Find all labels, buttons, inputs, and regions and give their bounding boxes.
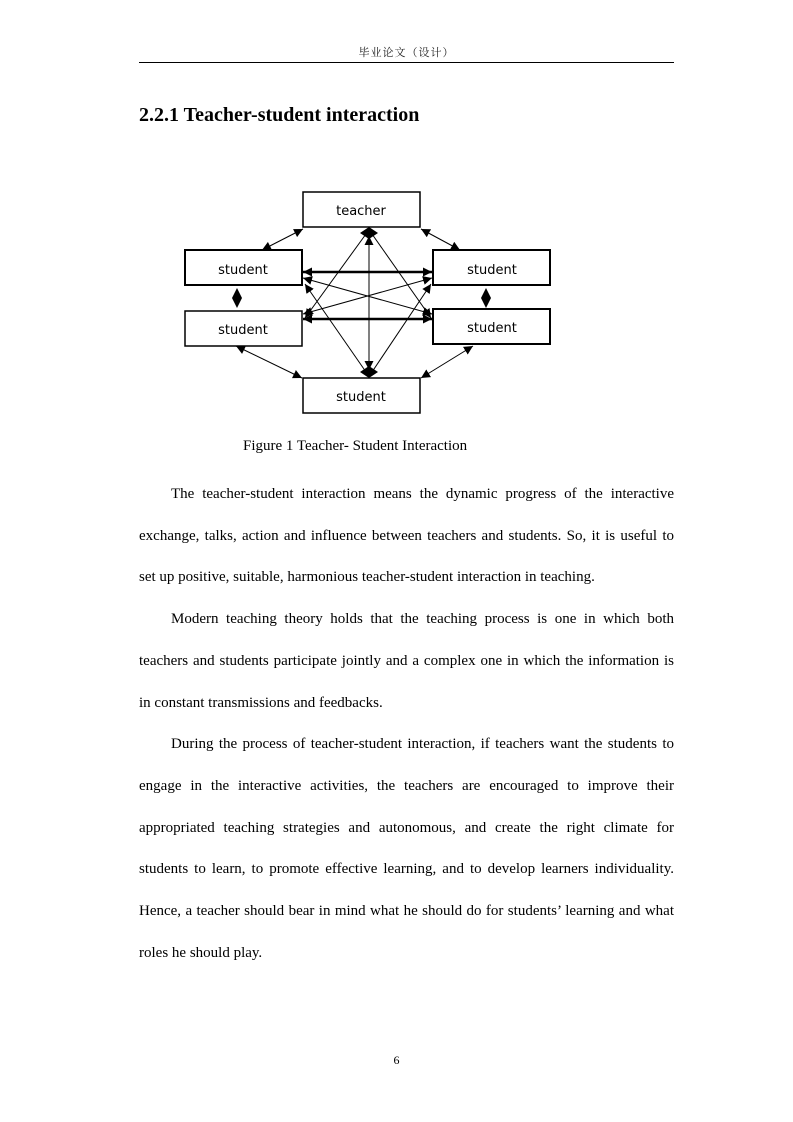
paragraph: Modern teaching theory holds that the teaching process is one in which both teachers and students participate jointly and a complex one in which the information is in constant transmissions and feedbacks. — [139, 611, 674, 711]
paragraph: The teacher-student interaction means the dynamic progress of the interactive exchange, talks, action and influence between teachers and students. So, it is useful to set up positive, suitable, harmonious teacher-student interaction in teaching. — [139, 486, 674, 586]
diamond-left — [232, 288, 242, 308]
page-number: 6 — [393, 1053, 400, 1067]
connector-bottom-right-bottom — [421, 346, 473, 378]
node-student-bottom-label: student — [336, 390, 386, 405]
connector-bottom-left-bottom — [236, 346, 302, 378]
node-student-left-top — [185, 250, 302, 285]
interaction-diagram — [0, 0, 793, 440]
connector-bottom-left-top — [305, 284, 366, 372]
node-student-right-top — [433, 250, 550, 285]
running-header: 毕业论文（设计） — [358, 46, 455, 59]
paragraph: During the process of teacher-student interaction, if teachers want the students to engage in the interactive activities, the teachers are encouraged to improve their appropriated teaching strategies and autonomous, and create the right climate for students to learn, to promote effective learning, and to develop learners individuality. Hence, a teacher should bear in mind what he should do for students’ learning and what roles he should play. — [139, 736, 674, 961]
node-teacher-label: teacher — [336, 204, 386, 219]
node-student-left-bottom — [185, 311, 302, 346]
node-student-left-top-label: student — [218, 263, 268, 278]
node-student-right-bottom-label: student — [467, 321, 517, 336]
node-student-right-top-label: student — [467, 263, 517, 278]
connector-teacher-left-top — [262, 229, 303, 250]
node-teacher — [303, 192, 420, 227]
figure-caption: Figure 1 Teacher- Student Interaction — [243, 438, 468, 454]
connector-bottom-right-top — [372, 284, 431, 372]
node-student-right-bottom — [433, 309, 550, 344]
section-heading: 2.2.1 Teacher-student interaction — [139, 104, 420, 126]
node-student-bottom — [303, 378, 420, 413]
diamond-right — [481, 288, 491, 308]
body-text — [139, 474, 674, 974]
connector-teacher-right-top — [421, 229, 460, 250]
diamond-junction-top — [360, 227, 378, 239]
node-student-left-bottom-label: student — [218, 323, 268, 338]
